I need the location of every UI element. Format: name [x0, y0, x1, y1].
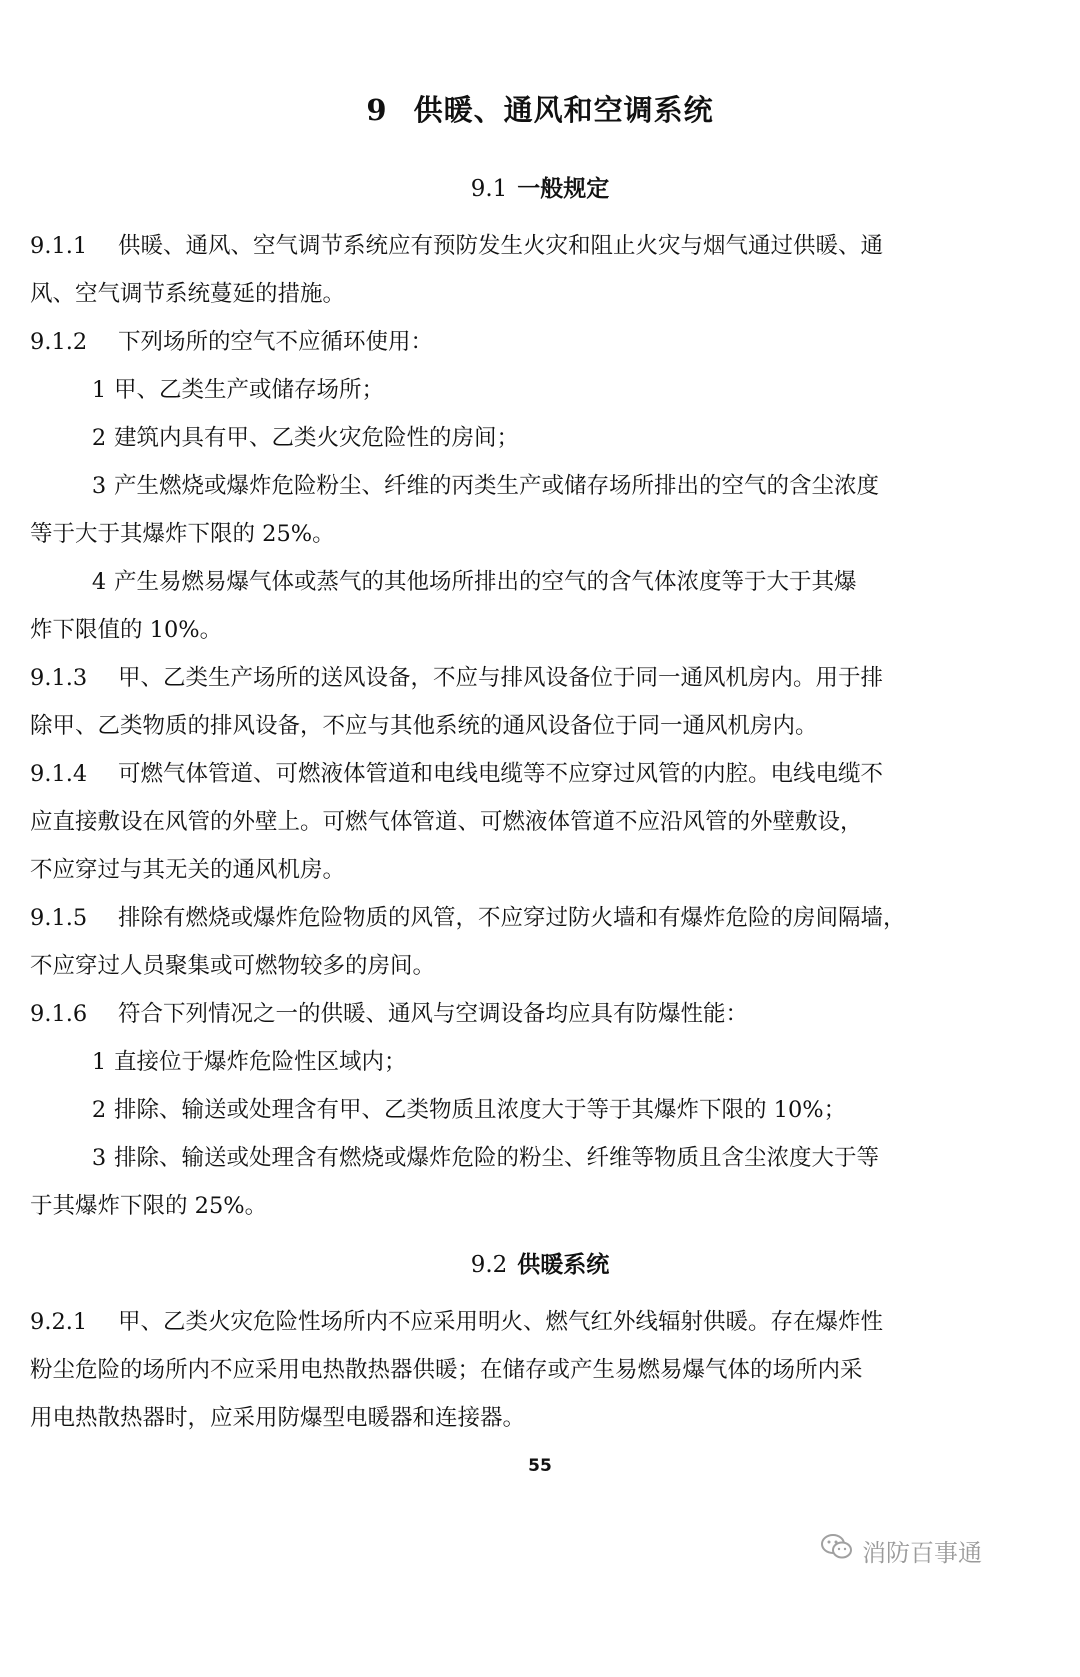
chapter-title: [0, 88, 1080, 129]
clause-number: 9.1.4: [30, 761, 88, 787]
item-number: 4: [91, 569, 107, 595]
clause-number: 9.1.2: [30, 329, 88, 355]
clause-9-1-6-item-3: [30, 1134, 1030, 1182]
clause-9-1-2-item-3-line-2: 等于大于其爆炸下限的 25%。: [30, 521, 335, 547]
item-text: 排除、输送或处理含有燃烧或爆炸危险的粉尘、纤维等物质且含尘浓度大于等: [114, 1145, 880, 1171]
clause-9-2-1-line-1: [30, 1298, 1030, 1346]
clause-9-1-6-item-3-line-2: 于其爆炸下限的 25%。: [30, 1193, 268, 1219]
clause-text: 甲、乙类火灾危险性场所内不应采用明火、燃气红外线辐射供暖。存在爆炸性: [118, 1309, 884, 1335]
clause-9-1-2-item-4-line-2: 炸下限值的 10%。: [30, 617, 223, 643]
clause-number: 9.1.5: [30, 905, 88, 931]
clause-9-1-4-line-2: 应直接敷设在风管的外壁上。可燃气体管道、可燃液体管道不应沿风管的外壁敷设，: [30, 809, 863, 835]
clause-9-1-4-line-1: [30, 750, 1030, 798]
clause-number: 9.1.3: [30, 665, 88, 691]
item-number: 1: [91, 377, 107, 403]
clause-text: 甲、乙类生产场所的送风设备，不应与排风设备位于同一通风机房内。用于排: [118, 665, 884, 691]
clause-9-1-6-item-1: [30, 1038, 1030, 1086]
clause-text: 可燃气体管道、可燃液体管道和电线电缆等不应穿过风管的内腔。电线电缆不: [118, 761, 884, 787]
item-number: 2: [91, 1097, 107, 1123]
clause-9-1-6-item-2: [30, 1086, 1030, 1134]
clause-9-1-3-line-2: 除甲、乙类物质的排风设备，不应与其他系统的通风设备位于同一通风机房内。: [30, 713, 818, 739]
clause-9-1-4-line-3: 不应穿过与其无关的通风机房。: [30, 857, 346, 883]
item-text: 直接位于爆炸危险性区域内；: [114, 1049, 407, 1075]
chapter-number: 9: [366, 93, 388, 127]
item-text: 产生燃烧或爆炸危险粉尘、纤维的丙类生产或储存场所排出的空气的含尘浓度: [114, 473, 880, 499]
item-text: 排除、输送或处理含有甲、乙类物质且浓度大于等于其爆炸下限的 10%；: [114, 1097, 847, 1123]
clause-9-1-1-line-2: 风、空气调节系统蔓延的措施。: [30, 281, 346, 307]
clause-text: 供暖、通风、空气调节系统应有预防发生火灾和阻止火灾与烟气通过供暖、通: [118, 233, 884, 259]
chapter-title-text: 供暖、通风和空调系统: [413, 93, 714, 127]
clause-9-1-5-line-2: 不应穿过人员聚集或可燃物较多的房间。: [30, 953, 436, 979]
clause-9-1-5-line-1: [30, 894, 1030, 942]
section-title-9-2: [0, 1246, 1080, 1279]
clause-9-1-2-line-1: [30, 318, 1030, 366]
clause-number: 9.1.1: [30, 233, 88, 259]
clause-text: 下列场所的空气不应循环使用：: [118, 329, 434, 355]
clause-text: 排除有燃烧或爆炸危险物质的风管，不应穿过防火墙和有爆炸危险的房间隔墙，: [118, 905, 906, 931]
item-number: 3: [91, 1145, 107, 1171]
page-number: 55: [528, 1456, 552, 1476]
clause-9-1-2-item-3: [30, 462, 1030, 510]
clause-9-1-3-line-1: [30, 654, 1030, 702]
clause-number: 9.2.1: [30, 1309, 88, 1335]
section-number: 9.2: [470, 1252, 508, 1278]
item-number: 3: [91, 473, 107, 499]
clause-9-1-2-item-4: [30, 558, 1030, 606]
watermark-text: 消防百事通: [862, 1538, 982, 1567]
clause-9-1-2-item-2: [30, 414, 1030, 462]
wechat-icon: [820, 1532, 862, 1568]
section-title-9-1: [0, 170, 1080, 203]
clause-text: 符合下列情况之一的供暖、通风与空调设备均应具有防爆性能：: [118, 1001, 749, 1027]
item-text: 建筑内具有甲、乙类火灾危险性的房间；: [114, 425, 520, 451]
clause-9-1-6-line-1: [30, 990, 1030, 1038]
section-title-text: 一般规定: [517, 175, 610, 202]
clause-9-1-2-item-1: [30, 366, 1030, 414]
clause-9-2-1-line-3: 用电热散热器时，应采用防爆型电暖器和连接器。: [30, 1405, 526, 1431]
clause-9-1-1-line-1: [30, 222, 1030, 270]
item-number: 2: [91, 425, 107, 451]
section-title-text: 供暖系统: [517, 1251, 610, 1278]
item-number: 1: [91, 1049, 107, 1075]
section-number: 9.1: [470, 176, 508, 202]
item-text: 产生易燃易爆气体或蒸气的其他场所排出的空气的含气体浓度等于大于其爆: [114, 569, 857, 595]
clause-9-2-1-line-2: 粉尘危险的场所内不应采用电热散热器供暖；在储存或产生易燃易爆气体的场所内采: [30, 1357, 863, 1383]
item-text: 甲、乙类生产或储存场所；: [114, 377, 385, 403]
clause-number: 9.1.6: [30, 1001, 88, 1027]
watermark: [820, 1530, 1060, 1570]
